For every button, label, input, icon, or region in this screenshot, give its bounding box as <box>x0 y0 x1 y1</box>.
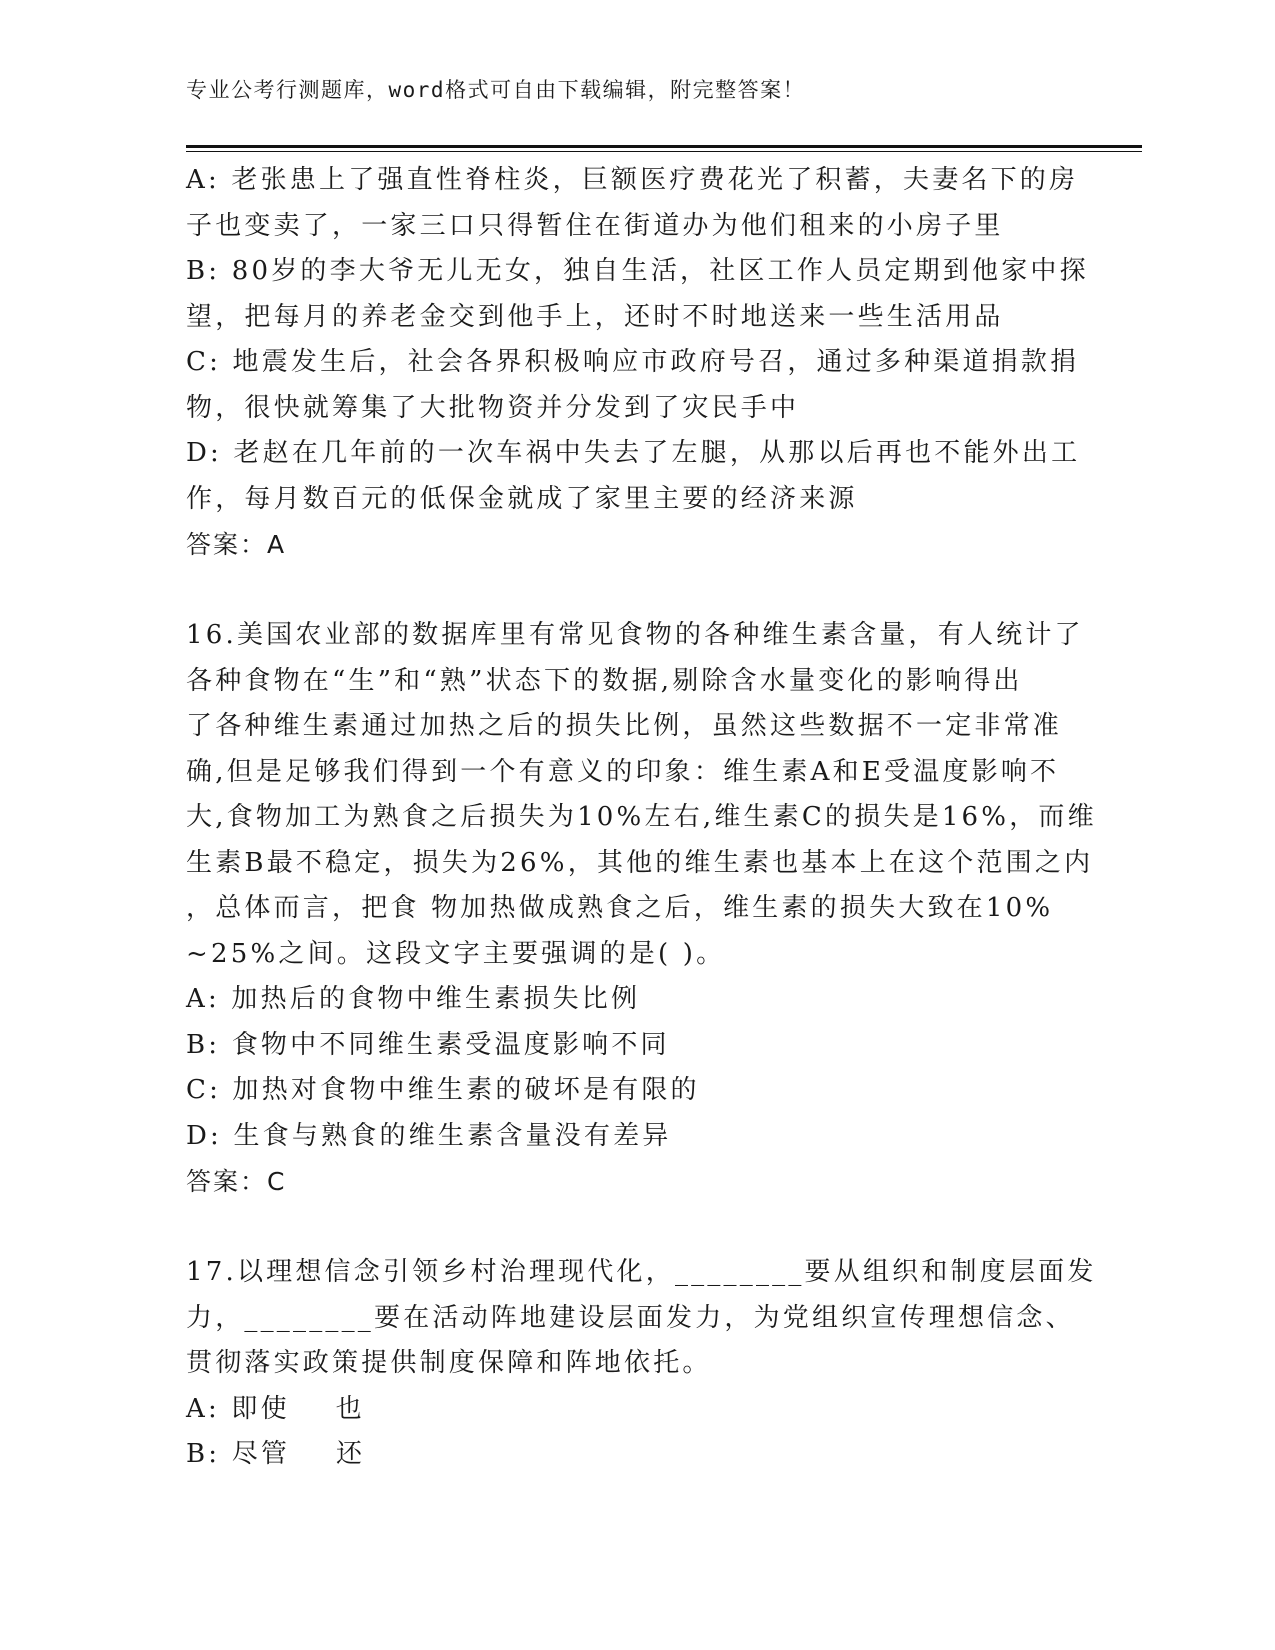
q16-stem-line8: ~25%之间。这段文字主要强调的是( )。 <box>186 938 726 969</box>
q16-stem-line5: 大,食物加工为熟食之后损失为10%左右,维生素C的损失是16%，而维 <box>186 802 1097 832</box>
q15-option-d-line2: 作，每月数百元的低保金就成了家里主要的经济来源 <box>186 483 858 514</box>
q15-option-b-line2: 望，把每月的养老金交到他手上，还时不时地送来一些生活用品 <box>186 301 1004 332</box>
document-body <box>186 158 1097 1478</box>
question-17 <box>186 1250 1097 1478</box>
q16-stem-line7: ，总体而言，把食 物加热做成熟食之后，维生素的损失大致在10% <box>186 893 1054 923</box>
q16-stem-line1: 16.美国农业部的数据库里有常见食物的各种维生素含量，有人统计了 <box>186 620 1084 650</box>
q15-option-d-line1: D: 老赵在几年前的一次车祸中失去了左腿，从那以后再也不能外出工 <box>186 438 1081 468</box>
q15-option-a-line2: 子也变卖了，一家三口只得暂住在街道办为他们租来的小房子里 <box>186 210 1004 241</box>
q16-answer: 答案：C <box>186 1167 287 1196</box>
q16-stem-line3: 了各种维生素通过加热之后的损失比例，虽然这些数据不一定非常准 <box>186 711 1063 741</box>
q15-option-c-line2: 物，很快就筹集了大批物资并分发到了灾民手中 <box>186 392 800 423</box>
q16-option-b: B: 食物中不同维生素受温度影响不同 <box>186 1029 670 1060</box>
header-rule-thick <box>186 145 1142 148</box>
q15-answer: 答案：A <box>186 530 287 559</box>
q15-option-b-line1: B: 80岁的李大爷无儿无女，独自生活，社区工作人员定期到他家中探 <box>186 256 1089 286</box>
q15-option-a-line1: A: 老张患上了强直性脊柱炎，巨额医疗费花光了积蓄，夫妻名下的房 <box>186 165 1079 195</box>
q16-option-c: C: 加热对食物中维生素的破坏是有限的 <box>186 1075 700 1105</box>
q17-stem-line3: 贯彻落实政策提供制度保障和阵地依托。 <box>186 1348 712 1378</box>
spacer <box>186 568 1086 614</box>
page-header: 专业公考行测题库，word格式可自由下载编辑，附完整答案！ <box>186 78 806 102</box>
q15-option-c-line1: C: 地震发生后，社会各界积极响应市政府号召，通过多种渠道捐款捐 <box>186 347 1080 377</box>
question-15 <box>186 158 1089 568</box>
q17-option-b: B: 尽管 还 <box>186 1439 366 1469</box>
spacer <box>186 1205 1086 1251</box>
q16-option-a: A: 加热后的食物中维生素损失比例 <box>186 984 641 1014</box>
q16-stem-line6: 生素B最不稳定，损失为26%，其他的维生素也基本上在这个范围之内 <box>186 847 1094 878</box>
header-rule-thin <box>186 151 1142 152</box>
q16-stem-line2: 各种食物在“生”和“熟”状态下的数据,剔除含水量变化的影响得出 <box>186 665 1023 696</box>
q16-stem-line4: 确,但是足够我们得到一个有意义的印象：维生素A和E受温度影响不 <box>186 756 1060 787</box>
q17-stem-line1: 17.以理想信念引领乡村治理现代化，________要从组织和制度层面发 <box>186 1257 1097 1287</box>
q17-option-a: A: 即使 也 <box>186 1393 365 1424</box>
q17-stem-line2: 力，________要在活动阵地建设层面发力，为党组织宣传理想信念、 <box>186 1302 1075 1333</box>
q16-option-d: D: 生食与熟食的维生素含量没有差异 <box>186 1120 672 1151</box>
question-16 <box>186 613 1097 1205</box>
